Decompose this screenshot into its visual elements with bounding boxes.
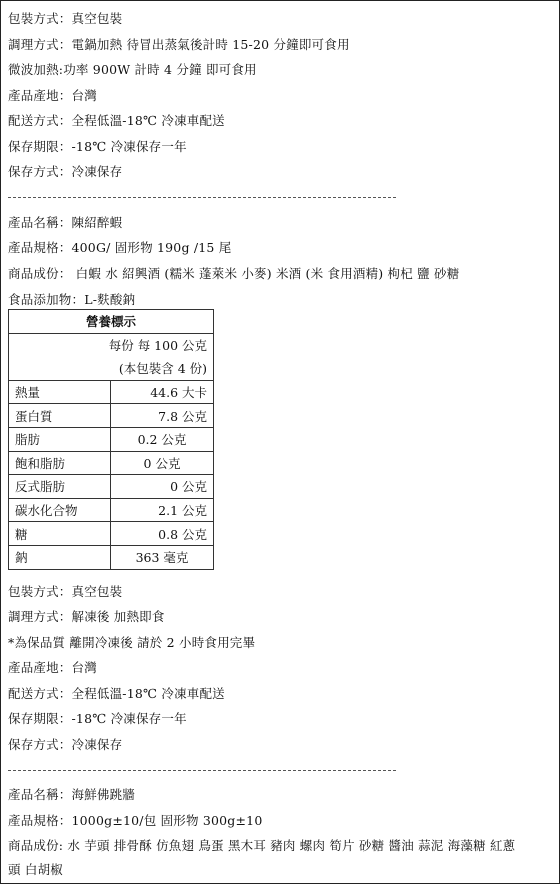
nutrient-name: 碳水化合物 <box>9 498 111 522</box>
nutrient-name: 糖 <box>9 522 111 546</box>
table-row <box>9 451 214 475</box>
nutrient-name: 蛋白質 <box>9 404 111 428</box>
nutrient-value: 363 毫克 <box>111 545 214 569</box>
table-row <box>9 427 214 451</box>
nutrient-value: 2.1 公克 <box>111 498 214 522</box>
ingredients-2: 商品成份: 水 芋頭 排骨酥 仿魚翅 鳥蛋 黑木耳 豬肉 螺肉 筍片 砂糖 醬油 蒜泥 海藻糖 紅蔥 <box>8 838 516 853</box>
origin: 產品產地：台灣 <box>8 88 97 103</box>
storage-method: 保存方式：冷凍保存 <box>8 164 123 179</box>
table-row <box>9 380 214 404</box>
origin-2: 產品產地：台灣 <box>8 660 97 675</box>
nutrient-value: 0 公克 <box>111 475 214 499</box>
product-spec-2: 產品規格：1000g±10/包 固形物 300g±10 <box>8 813 263 828</box>
nutrient-value: 0.8 公克 <box>111 522 214 546</box>
product-spec: 產品規格：400G/ 固形物 190g /15 尾 <box>8 240 232 255</box>
cooking-method-2: 調理方式：解凍後 加熱即食 <box>8 609 165 624</box>
nutrient-name: 熱量 <box>9 380 111 404</box>
quality-note: *為保品質 離開冷凍後 請於 2 小時食用完畢 <box>8 635 256 650</box>
serving-label: 每份 每 100 公克 <box>9 333 214 357</box>
table-row <box>9 498 214 522</box>
shelf-life: 保存期限：-18℃ 冷凍保存一年 <box>8 139 187 154</box>
delivery-method: 配送方式：全程低溫-18℃ 冷凍車配送 <box>8 113 225 128</box>
packaging-method: 包裝方式：真空包裝 <box>8 11 123 26</box>
food-additives: 食品添加物：L-麩酸鈉 <box>8 292 136 307</box>
shelf-life-2: 保存期限：-18℃ 冷凍保存一年 <box>8 711 187 726</box>
nutrition-title: 營養標示 <box>9 310 214 334</box>
nutrition-table <box>8 309 214 570</box>
table-row <box>9 545 214 569</box>
ingredients-2-cont: 頭 白胡椒 <box>8 862 63 877</box>
divider <box>8 197 396 198</box>
cooking-method: 調理方式：電鍋加熱 待冒出蒸氣後計時 15-20 分鐘即可食用 <box>8 37 350 52</box>
table-row <box>9 404 214 428</box>
table-row <box>9 475 214 499</box>
nutrient-name: 反式脂肪 <box>9 475 111 499</box>
ingredients: 商品成份： 白蝦 水 紹興酒 (糯米 蓬萊米 小麥) 米酒 (米 食用酒精) 枸杞 鹽 砂糖 <box>8 266 460 281</box>
nutrient-name: 鈉 <box>9 545 111 569</box>
table-row <box>9 522 214 546</box>
packaging-method-2: 包裝方式：真空包裝 <box>8 584 123 599</box>
delivery-method-2: 配送方式：全程低溫-18℃ 冷凍車配送 <box>8 686 225 701</box>
nutrient-value: 0.2 公克 <box>111 427 214 451</box>
nutrient-name: 脂肪 <box>9 427 111 451</box>
nutrient-value: 7.8 公克 <box>111 404 214 428</box>
nutrient-name: 飽和脂肪 <box>9 451 111 475</box>
storage-method-2: 保存方式：冷凍保存 <box>8 737 123 752</box>
product-name: 產品名稱：陳紹醉蝦 <box>8 215 123 230</box>
product-name-2: 產品名稱：海鮮佛跳牆 <box>8 787 136 802</box>
nutrient-value: 0 公克 <box>111 451 214 475</box>
servings-per-pack: (本包裝含 4 份) <box>9 357 214 381</box>
divider <box>8 770 396 771</box>
microwave-method: 微波加熱:功率 900W 計時 4 分鐘 即可食用 <box>8 62 257 77</box>
nutrient-value: 44.6 大卡 <box>111 380 214 404</box>
